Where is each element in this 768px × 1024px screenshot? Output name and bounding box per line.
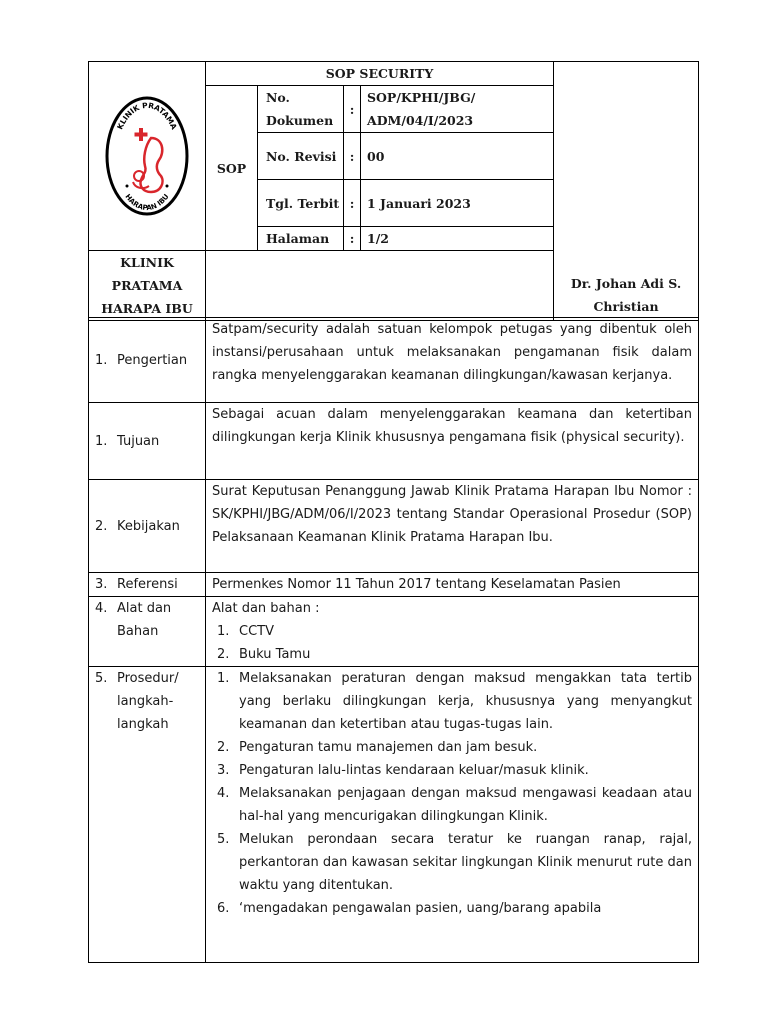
- empty-sign-area: [206, 251, 554, 321]
- section-number: 1.: [95, 433, 108, 449]
- tools-intro: Alat dan bahan :: [212, 601, 320, 616]
- page-value: 1/2: [361, 227, 554, 251]
- list-item-number: 4.: [217, 786, 230, 801]
- list-item-text: CCTV: [239, 624, 274, 639]
- section-label: Alat dan Bahan: [117, 601, 172, 639]
- section-number: 1.: [95, 352, 108, 368]
- section-text: Satpam/security adalah satuan kelompok petugas yang dibentuk oleh instansi/perusahaan untuk melaksanakan pengamanan fisik dalam rangka menyelenggarakan keamanan dilingkungan/kawasan kerjanya.: [206, 318, 699, 403]
- section-label: Referensi: [117, 577, 178, 592]
- issue-date-label: Tgl. Terbit: [258, 180, 344, 227]
- doc-number-colon: :: [344, 86, 361, 133]
- list-item: [212, 897, 692, 920]
- section-row: [89, 597, 699, 667]
- list-item: [212, 643, 692, 666]
- section-label: Pengertian: [117, 352, 188, 368]
- section-number: 2.: [95, 518, 108, 534]
- list-item-number: 6.: [217, 901, 230, 916]
- section-row: [89, 480, 699, 573]
- sop-label: SOP: [206, 86, 258, 251]
- section-label-cell: [89, 573, 206, 597]
- issue-date-value: 1 Januari 2023: [361, 180, 554, 227]
- sop-title: SOP SECURITY: [206, 62, 554, 86]
- clinic-logo: [89, 94, 205, 219]
- page-colon: :: [344, 227, 361, 251]
- section-label-cell: [89, 403, 206, 480]
- section-text: Sebagai acuan dalam menyelenggarakan keamana dan ketertiban dilingkungan kerja Klinik khususnya pengamana fisik (physical security).: [206, 403, 699, 480]
- list-item: [212, 828, 692, 897]
- logo-text-bottom: HARAPAN IBU: [123, 192, 171, 212]
- section-label: Tujuan: [117, 433, 160, 449]
- section-row: [89, 318, 699, 403]
- list-item-text: Buku Tamu: [239, 647, 311, 662]
- signer-cell: [554, 62, 699, 321]
- clinic-name-cell: [89, 251, 206, 321]
- revision-label: No. Revisi: [258, 133, 344, 180]
- doc-number-label: No. Dokumen: [258, 86, 344, 133]
- list-item-text: Melaksanakan penjagaan dengan maksud mengawasi keadaan atau hal-hal yang mencurigakan dilingkungan Klinik.: [239, 786, 692, 824]
- svg-text:KLINIK PRATAMA: [115, 100, 178, 130]
- page-label: Halaman: [258, 227, 344, 251]
- section-label: Prosedur/ langkah-langkah: [117, 671, 179, 732]
- list-item-text: Melukan perondaan secara teratur ke ruangan ranap, rajal, perkantoran dan kawasan sekitar lingkungan Klinik menurut rute dan waktu yang ditentukan.: [239, 832, 692, 893]
- tools-list: [212, 620, 692, 666]
- sop-header-table: [88, 61, 699, 321]
- procedure-list: [212, 667, 692, 920]
- signer-name: Dr. Johan Adi S. Christian: [570, 276, 682, 314]
- list-item-text: Melaksanakan peraturan dengan maksud mengakkan tata tertib yang berlaku dilingkungan kerja, khususnya yang menyangkut keamanan dan ketertiban atau tugas-tugas lain.: [239, 671, 692, 732]
- list-item-number: 2.: [217, 647, 230, 662]
- doc-number-value: SOP/KPHI/JBG/ ADM/04/I/2023: [361, 86, 554, 133]
- section-label-cell: [89, 480, 206, 573]
- list-item: [212, 620, 692, 643]
- list-item-text: ‘mengadakan pengawalan pasien, uang/barang apabila: [239, 901, 602, 916]
- list-item: [212, 667, 692, 736]
- list-item: [212, 782, 692, 828]
- section-number: 3.: [95, 577, 108, 592]
- section-number: 4.: [95, 601, 108, 616]
- section-label-cell: [89, 597, 206, 667]
- revision-colon: :: [344, 133, 361, 180]
- section-row: [89, 667, 699, 963]
- list-item-number: 1.: [217, 624, 230, 639]
- list-item: [212, 759, 692, 782]
- issue-date-colon: :: [344, 180, 361, 227]
- section-text: Surat Keputusan Penanggung Jawab Klinik Pratama Harapan Ibu Nomor : SK/KPHI/JBG/ADM/06/I/2023 tentang Standar Operasional Prosedur (SOP) Pelaksanaan Keamanan Klinik Pratama Harapan Ibu.: [206, 480, 699, 573]
- revision-value: 00: [361, 133, 554, 180]
- section-row: [89, 573, 699, 597]
- list-item-number: 2.: [217, 740, 230, 755]
- section-row: [89, 403, 699, 480]
- logo-cell: [89, 62, 206, 251]
- tools-cell: [206, 597, 699, 667]
- list-item-number: 5.: [217, 832, 230, 847]
- sop-body-table: [88, 317, 699, 963]
- section-number: 5.: [95, 671, 108, 686]
- list-item-number: 3.: [217, 763, 230, 778]
- section-text: Permenkes Nomor 11 Tahun 2017 tentang Keselamatan Pasien: [206, 573, 699, 597]
- list-item-number: 1.: [217, 671, 230, 686]
- list-item-text: Pengaturan tamu manajemen dan jam besuk.: [239, 740, 538, 755]
- section-label: Kebijakan: [117, 518, 180, 534]
- clinic-name: KLINIK PRATAMA HARAPA IBU: [101, 255, 193, 316]
- list-item-text: Pengaturan lalu-lintas kendaraan keluar/masuk klinik.: [239, 763, 589, 778]
- section-label-cell: [89, 667, 206, 963]
- logo-text-top: KLINIK PRATAMA: [115, 100, 179, 131]
- section-label-cell: [89, 318, 206, 403]
- list-item: [212, 736, 692, 759]
- procedure-cell: [206, 667, 699, 963]
